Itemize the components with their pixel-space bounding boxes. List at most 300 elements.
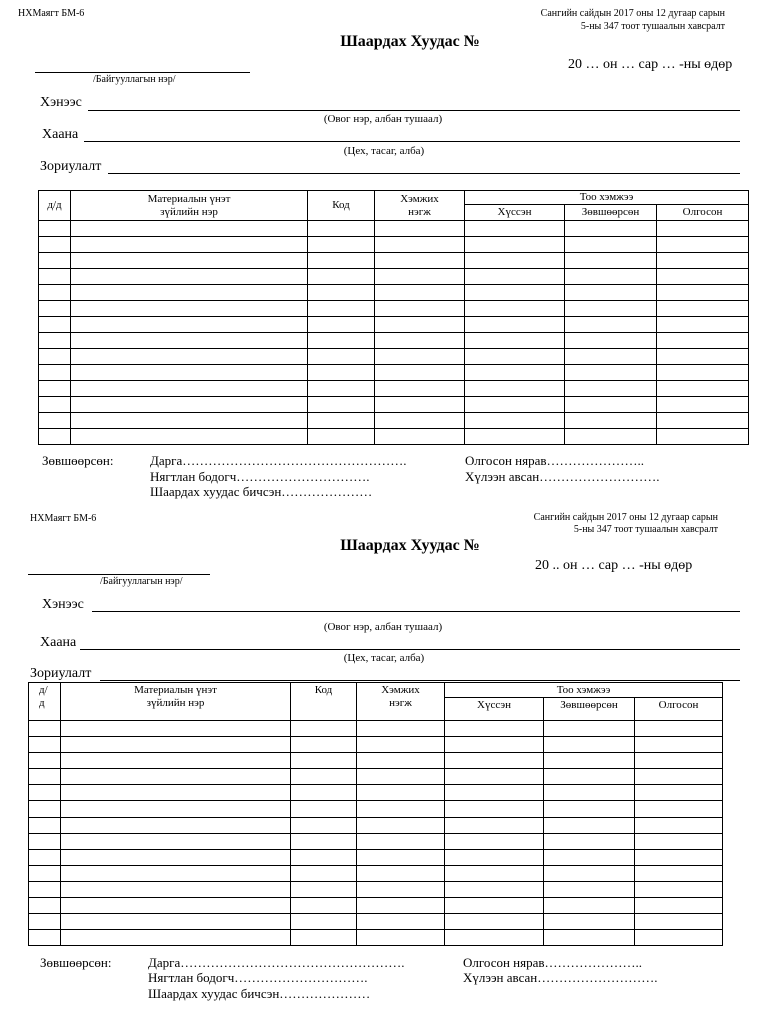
requisition-table (28, 682, 723, 946)
approved-qty-cell (565, 269, 657, 285)
unit-cell (357, 721, 445, 737)
purpose-line (108, 173, 740, 174)
material-name-cell (61, 833, 291, 849)
unit-cell (357, 898, 445, 914)
unit-cell (375, 333, 465, 349)
material-name-cell (61, 898, 291, 914)
form-code: НХМаягт БМ-6 (30, 513, 97, 524)
issued-qty-cell (635, 914, 723, 930)
requested-qty-cell (445, 914, 544, 930)
requested-qty-cell (445, 721, 544, 737)
date-line: 20 … он … сар … -ны өдөр (568, 57, 733, 72)
form-code: НХМаягт БМ-6 (18, 8, 85, 19)
unit-cell (375, 317, 465, 333)
row-number-cell (29, 881, 61, 897)
table-row (39, 253, 749, 269)
row-number-cell (29, 817, 61, 833)
unit-cell (357, 865, 445, 881)
receiver-signature-line: Хүлээн авсан………………………. (463, 970, 658, 985)
header-quantity: Тоо хэмжээ (465, 191, 749, 205)
header-quantity: Тоо хэмжээ (445, 683, 723, 698)
material-name-cell (71, 381, 308, 397)
code-cell (291, 930, 357, 946)
requested-qty-cell (465, 349, 565, 365)
requested-qty-cell (465, 333, 565, 349)
material-name-cell (71, 237, 308, 253)
row-number-cell (29, 849, 61, 865)
issued-qty-cell (657, 301, 749, 317)
approved-qty-cell (544, 721, 635, 737)
material-name-cell (61, 801, 291, 817)
table-row (39, 269, 749, 285)
row-number-cell (39, 333, 71, 349)
approved-qty-cell (544, 753, 635, 769)
material-name-cell (71, 349, 308, 365)
unit-cell (357, 930, 445, 946)
approved-qty-cell (544, 785, 635, 801)
row-number-cell (29, 898, 61, 914)
material-name-cell (71, 413, 308, 429)
unit-cell (375, 413, 465, 429)
unit-cell (357, 801, 445, 817)
requested-qty-cell (465, 237, 565, 253)
table-row (39, 317, 749, 333)
material-name-cell (71, 397, 308, 413)
table-row (39, 285, 749, 301)
header-issued: Олгосон (635, 698, 723, 721)
issued-qty-cell (657, 397, 749, 413)
code-cell (308, 301, 375, 317)
unit-cell (357, 737, 445, 753)
row-number-cell (29, 753, 61, 769)
row-number-cell (29, 865, 61, 881)
issued-qty-cell (635, 849, 723, 865)
row-number-cell (39, 301, 71, 317)
table-row (39, 397, 749, 413)
requested-qty-cell (445, 865, 544, 881)
row-number-cell (29, 833, 61, 849)
material-name-cell (71, 429, 308, 445)
code-cell (291, 769, 357, 785)
table-row (29, 881, 723, 897)
from-label: Хэнээс (42, 597, 84, 612)
table-row (29, 898, 723, 914)
issued-qty-cell (657, 413, 749, 429)
requested-qty-cell (465, 253, 565, 269)
issued-qty-cell (657, 365, 749, 381)
row-number-cell (39, 253, 71, 269)
issued-qty-cell (657, 285, 749, 301)
material-name-cell (61, 721, 291, 737)
unit-cell (375, 237, 465, 253)
requested-qty-cell (465, 221, 565, 237)
unit-cell (375, 381, 465, 397)
header-row (39, 191, 749, 205)
where-caption: (Цех, тасаг, алба) (343, 652, 425, 664)
table-body (29, 721, 723, 946)
approved-qty-cell (565, 221, 657, 237)
header-approved: Зөвшөөрсөн (544, 698, 635, 721)
issued-qty-cell (657, 253, 749, 269)
requested-qty-cell (465, 269, 565, 285)
unit-cell (375, 365, 465, 381)
issued-qty-cell (657, 237, 749, 253)
organization-name-caption: /Байгууллагын нэр/ (93, 74, 176, 85)
accountant-signature-line: Нягтлан бодогч…………………………. (148, 970, 368, 985)
director-signature-line: Дарга……………………………………………. (150, 453, 407, 468)
requested-qty-cell (465, 429, 565, 445)
table-row (29, 721, 723, 737)
requested-qty-cell (465, 381, 565, 397)
code-cell (308, 221, 375, 237)
approved-qty-cell (565, 237, 657, 253)
material-name-cell (71, 285, 308, 301)
requested-qty-cell (445, 898, 544, 914)
table-row (39, 365, 749, 381)
material-name-cell (71, 365, 308, 381)
requested-qty-cell (465, 365, 565, 381)
material-name-cell (61, 785, 291, 801)
issued-qty-cell (657, 349, 749, 365)
material-name-cell (71, 253, 308, 269)
row-number-cell (39, 413, 71, 429)
header-row-number (29, 683, 61, 721)
issuer-signature-line: Олгосон нярав………………….. (463, 955, 643, 970)
approved-qty-cell (544, 849, 635, 865)
table-row (29, 817, 723, 833)
code-cell (291, 898, 357, 914)
row-number-cell (39, 365, 71, 381)
issued-qty-cell (657, 333, 749, 349)
row-number-cell (29, 737, 61, 753)
writer-signature-line: Шаардах хуудас бичсэн………………… (150, 484, 373, 499)
row-number-cell (39, 397, 71, 413)
requested-qty-cell (465, 285, 565, 301)
table-row (29, 801, 723, 817)
code-cell (308, 269, 375, 285)
issued-qty-cell (635, 881, 723, 897)
header-row (29, 683, 723, 698)
approved-qty-cell (544, 817, 635, 833)
material-name-cell (61, 881, 291, 897)
header-material-name (71, 191, 308, 221)
decree-line: Сангийн сайдын 2017 оны 12 дугаар сарын (533, 512, 718, 523)
code-cell (291, 737, 357, 753)
from-caption: (Овог нэр, албан тушаал) (323, 113, 443, 125)
code-cell (291, 721, 357, 737)
material-name-cell (71, 317, 308, 333)
requested-qty-cell (445, 785, 544, 801)
header-code: Код (308, 191, 375, 221)
from-caption: (Овог нэр, албан тушаал) (323, 621, 443, 633)
decree-line: 5-ны 347 тоот тушаалын хавсралт (573, 524, 718, 535)
approved-qty-cell (544, 865, 635, 881)
requested-qty-cell (445, 753, 544, 769)
table-header (39, 191, 749, 221)
unit-cell (357, 849, 445, 865)
row-number-cell (29, 801, 61, 817)
approved-qty-cell (544, 898, 635, 914)
code-cell (308, 397, 375, 413)
issuer-signature-line: Олгосон нярав………………….. (465, 453, 645, 468)
code-cell (291, 849, 357, 865)
approved-qty-cell (544, 914, 635, 930)
code-cell (291, 833, 357, 849)
material-name-cell (61, 737, 291, 753)
code-cell (308, 429, 375, 445)
unit-cell (375, 349, 465, 365)
issued-qty-cell (635, 769, 723, 785)
from-label: Хэнээс (40, 95, 82, 110)
decree-line: Сангийн сайдын 2017 оны 12 дугаар сарын (540, 8, 725, 19)
approved-qty-cell (565, 285, 657, 301)
code-cell (291, 914, 357, 930)
material-name-cell (61, 865, 291, 881)
decree-reference (541, 7, 725, 33)
purpose-label: Зориулалт (40, 159, 102, 174)
table-row (39, 237, 749, 253)
unit-cell (375, 269, 465, 285)
approved-qty-cell (544, 769, 635, 785)
code-cell (308, 285, 375, 301)
requested-qty-cell (465, 317, 565, 333)
header-requested: Хүссэн (445, 698, 544, 721)
approved-qty-cell (565, 381, 657, 397)
where-line (84, 141, 740, 142)
code-cell (291, 865, 357, 881)
requested-qty-cell (445, 881, 544, 897)
table-row (39, 381, 749, 397)
row-number-cell (39, 269, 71, 285)
table-row (29, 865, 723, 881)
unit-cell (357, 817, 445, 833)
writer-signature-line: Шаардах хуудас бичсэн………………… (148, 986, 371, 1001)
requested-qty-cell (465, 413, 565, 429)
issued-qty-cell (635, 817, 723, 833)
row-number-cell (29, 785, 61, 801)
table-row (29, 785, 723, 801)
issued-qty-cell (657, 269, 749, 285)
approved-qty-cell (565, 333, 657, 349)
row-number-cell (39, 221, 71, 237)
header-unit-line: нэгж (408, 205, 431, 218)
header-code: Код (291, 683, 357, 721)
requested-qty-cell (445, 801, 544, 817)
approved-label: Зөвшөөрсөн: (40, 955, 112, 970)
header-material-name-line: зүйлийн нэр (146, 697, 205, 709)
requested-qty-cell (445, 930, 544, 946)
row-number-cell (39, 317, 71, 333)
row-number-cell (39, 381, 71, 397)
material-name-cell (61, 769, 291, 785)
issued-qty-cell (635, 721, 723, 737)
approved-qty-cell (565, 301, 657, 317)
receiver-signature-line: Хүлээн авсан………………………. (465, 469, 660, 484)
where-caption: (Цех, тасаг, алба) (343, 145, 425, 157)
requisition-table (38, 190, 749, 445)
row-number-cell (29, 914, 61, 930)
unit-cell (375, 301, 465, 317)
purpose-label: Зориулалт (30, 666, 92, 681)
unit-cell (357, 785, 445, 801)
approved-qty-cell (544, 930, 635, 946)
decree-line: 5-ны 347 тоот тушаалын хавсралт (580, 21, 725, 32)
code-cell (291, 817, 357, 833)
header-row-number: д/д (39, 191, 71, 221)
header-unit-line: нэгж (389, 697, 412, 709)
row-number-cell (29, 930, 61, 946)
approved-qty-cell (544, 801, 635, 817)
code-cell (291, 785, 357, 801)
code-cell (308, 349, 375, 365)
table-row (29, 753, 723, 769)
header-unit (357, 683, 445, 721)
unit-cell (375, 397, 465, 413)
table-header (29, 683, 723, 721)
requested-qty-cell (445, 737, 544, 753)
approved-qty-cell (565, 429, 657, 445)
material-name-cell (71, 221, 308, 237)
code-cell (308, 333, 375, 349)
director-signature-line: Дарга……………………………………………. (148, 955, 405, 970)
unit-cell (357, 881, 445, 897)
issued-qty-cell (635, 753, 723, 769)
material-name-cell (61, 753, 291, 769)
issued-qty-cell (635, 785, 723, 801)
issued-qty-cell (657, 429, 749, 445)
approved-qty-cell (565, 253, 657, 269)
unit-cell (375, 429, 465, 445)
row-number-cell (39, 349, 71, 365)
material-name-cell (61, 817, 291, 833)
from-line (92, 611, 740, 612)
code-cell (308, 381, 375, 397)
header-material-name (61, 683, 291, 721)
code-cell (308, 317, 375, 333)
approved-qty-cell (565, 349, 657, 365)
approved-qty-cell (565, 317, 657, 333)
decree-reference (534, 512, 718, 536)
header-material-name-line: Материалын үнэт (134, 684, 217, 696)
table-row (29, 849, 723, 865)
code-cell (308, 253, 375, 269)
requested-qty-cell (445, 833, 544, 849)
issued-qty-cell (635, 930, 723, 946)
requested-qty-cell (445, 849, 544, 865)
date-line: 20 .. он … сар … -ны өдөр (535, 558, 693, 573)
row-number-cell (29, 721, 61, 737)
material-name-cell (71, 333, 308, 349)
row-number-cell (29, 769, 61, 785)
issued-qty-cell (657, 317, 749, 333)
header-unit (375, 191, 465, 221)
header-unit-line: Хэмжих (400, 192, 439, 205)
table-row (39, 301, 749, 317)
header-approved: Зөвшөөрсөн (565, 205, 657, 221)
issued-qty-cell (635, 865, 723, 881)
issued-qty-cell (657, 381, 749, 397)
header-requested: Хүссэн (465, 205, 565, 221)
table-row (39, 221, 749, 237)
from-line (88, 110, 740, 111)
material-name-cell (61, 849, 291, 865)
where-label: Хаана (40, 635, 77, 650)
unit-cell (357, 753, 445, 769)
organization-name-caption: /Байгууллагын нэр/ (100, 576, 183, 587)
table-row (29, 914, 723, 930)
purpose-line (100, 680, 740, 681)
code-cell (308, 413, 375, 429)
unit-cell (357, 833, 445, 849)
approved-label: Зөвшөөрсөн: (42, 453, 114, 468)
approved-qty-cell (544, 737, 635, 753)
header-material-name-line: зүйлийн нэр (160, 205, 218, 218)
table-row (39, 413, 749, 429)
code-cell (291, 801, 357, 817)
table-row (39, 333, 749, 349)
requested-qty-cell (465, 397, 565, 413)
issued-qty-cell (635, 898, 723, 914)
issued-qty-cell (657, 221, 749, 237)
where-line (80, 649, 740, 650)
material-name-cell (61, 914, 291, 930)
table-row (39, 429, 749, 445)
table-body (39, 221, 749, 445)
approved-qty-cell (565, 365, 657, 381)
form-title: Шаардах Хуудас № (340, 33, 480, 50)
accountant-signature-line: Нягтлан бодогч…………………………. (150, 469, 370, 484)
header-material-name-line: Материалын үнэт (147, 192, 231, 205)
requested-qty-cell (445, 769, 544, 785)
code-cell (291, 753, 357, 769)
unit-cell (357, 769, 445, 785)
where-label: Хаана (42, 127, 79, 142)
unit-cell (375, 253, 465, 269)
unit-cell (375, 285, 465, 301)
code-cell (291, 881, 357, 897)
approved-qty-cell (544, 833, 635, 849)
code-cell (308, 237, 375, 253)
unit-cell (375, 221, 465, 237)
row-number-cell (39, 285, 71, 301)
form-title: Шаардах Хуудас № (340, 537, 480, 554)
table-row (29, 737, 723, 753)
code-cell (308, 365, 375, 381)
table-row (29, 769, 723, 785)
organization-name-line (35, 72, 250, 73)
approved-qty-cell (544, 881, 635, 897)
material-name-cell (71, 269, 308, 285)
material-name-cell (61, 930, 291, 946)
approved-qty-cell (565, 413, 657, 429)
table-row (39, 349, 749, 365)
organization-name-line (28, 574, 210, 575)
issued-qty-cell (635, 833, 723, 849)
table-row (29, 930, 723, 946)
table-row (29, 833, 723, 849)
header-issued: Олгосон (657, 205, 749, 221)
approved-qty-cell (565, 397, 657, 413)
material-name-cell (71, 301, 308, 317)
requested-qty-cell (445, 817, 544, 833)
header-unit-line: Хэмжих (381, 684, 420, 696)
issued-qty-cell (635, 801, 723, 817)
unit-cell (357, 914, 445, 930)
requested-qty-cell (465, 301, 565, 317)
row-number-cell (39, 237, 71, 253)
issued-qty-cell (635, 737, 723, 753)
row-number-cell (39, 429, 71, 445)
